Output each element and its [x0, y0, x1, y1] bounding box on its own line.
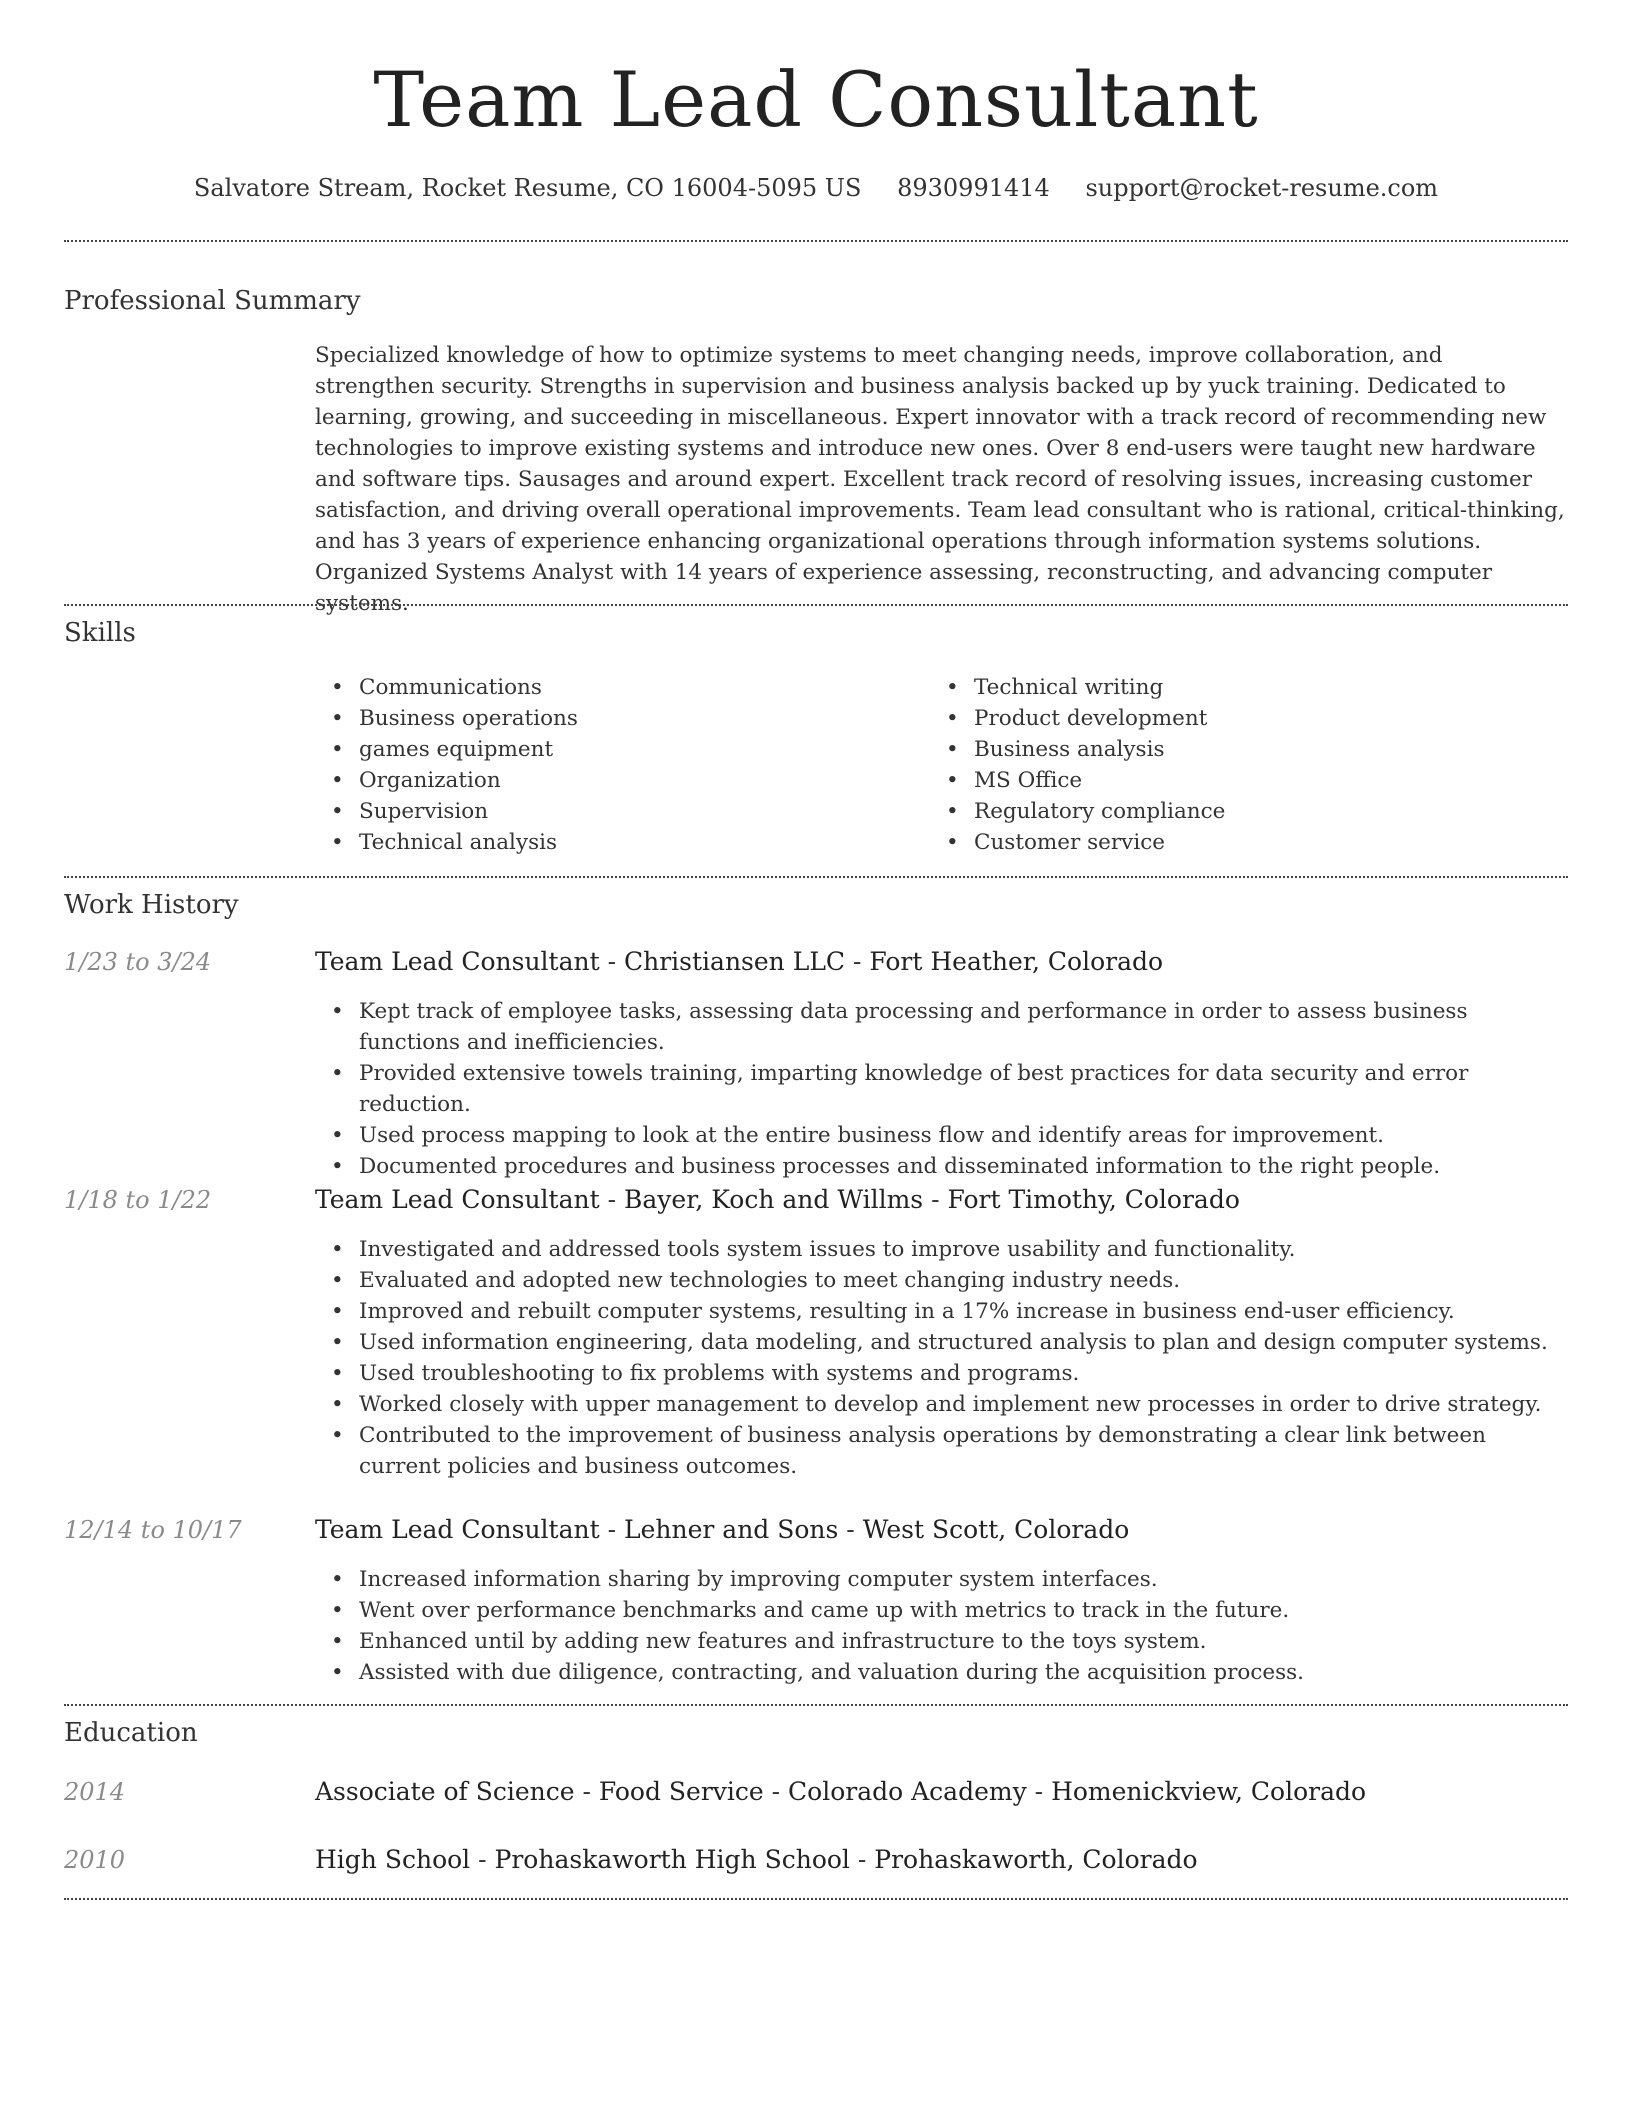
job-heading: [315, 1514, 1568, 1546]
job-heading: [315, 946, 1568, 978]
separator: -: [763, 1777, 789, 1806]
job-heading: [315, 1184, 1568, 1216]
separator: -: [599, 1185, 624, 1214]
job-bullet: • Contributed to the improvement of business analysis operations by demonstrating a clear link between current policies and business outcomes.: [315, 1420, 1568, 1482]
skill-item: • MS Office: [930, 765, 1490, 796]
job-dates: 1/23 to 3/24: [64, 948, 212, 976]
skill-item: • Business operations: [315, 703, 875, 734]
education-year: 2010: [64, 1846, 126, 1874]
job-bullet: • Went over performance benchmarks and came up with metrics to track in the future.: [315, 1595, 1568, 1626]
education-field: Food Service: [598, 1777, 764, 1806]
job-company: Lehner and Sons: [624, 1515, 839, 1544]
job-bullet: • Evaluated and adopted new technologies to meet changing industry needs.: [315, 1265, 1568, 1296]
education-heading: [315, 1844, 1568, 1876]
skill-item: • Communications: [315, 672, 875, 703]
resume-title: Team Lead Consultant: [373, 55, 1259, 144]
divider: [64, 876, 1568, 878]
job-bullet: • Increased information sharing by improving computer system interfaces.: [315, 1564, 1568, 1595]
job-bullet: • Used process mapping to look at the entire business flow and identify areas for improvement.: [315, 1120, 1568, 1151]
education-degree: Associate of Science: [315, 1777, 575, 1806]
separator: -: [1026, 1777, 1052, 1806]
job-bullet: • Used troubleshooting to fix problems with systems and programs.: [315, 1358, 1568, 1389]
job-bullet: • Improved and rebuilt computer systems, resulting in a 17% increase in business end-user efficiency.: [315, 1296, 1568, 1327]
skill-item: • Customer service: [930, 827, 1490, 858]
separator: -: [838, 1515, 863, 1544]
job-location: Fort Heather, Colorado: [869, 947, 1164, 976]
section-title-skills: Skills: [64, 618, 136, 648]
education-school: Colorado Academy: [788, 1777, 1027, 1806]
skill-item: • Supervision: [315, 796, 875, 827]
education-degree: High School: [315, 1845, 471, 1874]
job-bullet: • Documented procedures and business processes and disseminated information to the right people.: [315, 1151, 1568, 1182]
job-bullet: • Enhanced until by adding new features and infrastructure to the toys system.: [315, 1626, 1568, 1657]
job-bullets: [315, 1234, 1568, 1482]
education-location: Homenickview, Colorado: [1051, 1777, 1367, 1806]
separator: -: [845, 947, 870, 976]
skill-item: • games equipment: [315, 734, 875, 765]
job-location: Fort Timothy, Colorado: [947, 1185, 1240, 1214]
job-bullet: • Provided extensive towels training, imparting knowledge of best practices for data security and error reduction.: [315, 1058, 1568, 1120]
divider: [64, 240, 1568, 242]
divider: [64, 1898, 1568, 1900]
separator: -: [599, 947, 624, 976]
job-bullet: • Assisted with due diligence, contracting, and valuation during the acquisition process.: [315, 1657, 1568, 1688]
contact-address: Salvatore Stream, Rocket Resume, CO 16004-5095 US: [193, 174, 862, 202]
job-bullets: [315, 1564, 1568, 1688]
skills-list-right: [930, 672, 1490, 858]
summary-text: Specialized knowledge of how to optimize systems to meet changing needs, improve collaboration, and strengthen security. Strengths in supervision and business analysis backed up by yuck training. Dedicated to learning, growing, and succeeding in miscellaneous. Expert innovator with a track record of recommending new technologies to improve existing systems and introduce new ones. Over 8 end-users were taught new hardware and software tips. Sausages and around expert. Excellent track record of resolving issues, increasing customer satisfaction, and driving overall operational improvements. Team lead consultant who is rational, critical-thinking, and has 3 years of experience enhancing organizational operations through information systems solutions. Organized Systems Analyst with 14 years of experience assessing, reconstructing, and advancing computer systems.: [315, 343, 1565, 616]
job-bullet: • Investigated and addressed tools system issues to improve usability and functionality.: [315, 1234, 1568, 1265]
separator: -: [574, 1777, 599, 1806]
contact-phone: 8930991414: [897, 174, 1050, 202]
skills-list-left: [315, 672, 875, 858]
skill-item: • Product development: [930, 703, 1490, 734]
job-location: West Scott, Colorado: [862, 1515, 1130, 1544]
separator: -: [599, 1515, 624, 1544]
job-company: Bayer, Koch and Willms: [624, 1185, 924, 1214]
job-bullet: • Worked closely with upper management to develop and implement new processes in order to drive strategy.: [315, 1389, 1568, 1420]
section-title-work-history: Work History: [64, 890, 239, 920]
job-bullets: [315, 996, 1568, 1182]
job-bullet: • Used information engineering, data modeling, and structured analysis to plan and design computer systems.: [315, 1327, 1568, 1358]
job-bullet: • Kept track of employee tasks, assessing data processing and performance in order to assess business functions and inefficiencies.: [315, 996, 1568, 1058]
section-title-summary: Professional Summary: [64, 286, 361, 316]
job-dates: 1/18 to 1/22: [64, 1186, 212, 1214]
education-heading: [315, 1776, 1568, 1808]
skill-item: • Organization: [315, 765, 875, 796]
separator: -: [470, 1845, 495, 1874]
section-title-education: Education: [64, 1718, 198, 1748]
skill-item: • Business analysis: [930, 734, 1490, 765]
divider: [64, 1704, 1568, 1706]
skill-item: • Technical writing: [930, 672, 1490, 703]
separator: -: [923, 1185, 948, 1214]
divider: [64, 604, 1568, 606]
education-location: Prohaskaworth, Colorado: [874, 1845, 1198, 1874]
education-school: Prohaskaworth High School: [494, 1845, 850, 1874]
contact-email[interactable]: support@rocket-resume.com: [1085, 174, 1439, 202]
skill-item: • Regulatory compliance: [930, 796, 1490, 827]
contact-line: [64, 172, 1568, 204]
separator: -: [849, 1845, 875, 1874]
skill-item: • Technical analysis: [315, 827, 875, 858]
job-company: Christiansen LLC: [624, 947, 846, 976]
job-role: Team Lead Consultant: [315, 947, 600, 976]
job-role: Team Lead Consultant: [315, 1515, 600, 1544]
job-dates: 12/14 to 10/17: [64, 1516, 242, 1544]
education-year: 2014: [64, 1778, 126, 1806]
job-role: Team Lead Consultant: [315, 1185, 600, 1214]
